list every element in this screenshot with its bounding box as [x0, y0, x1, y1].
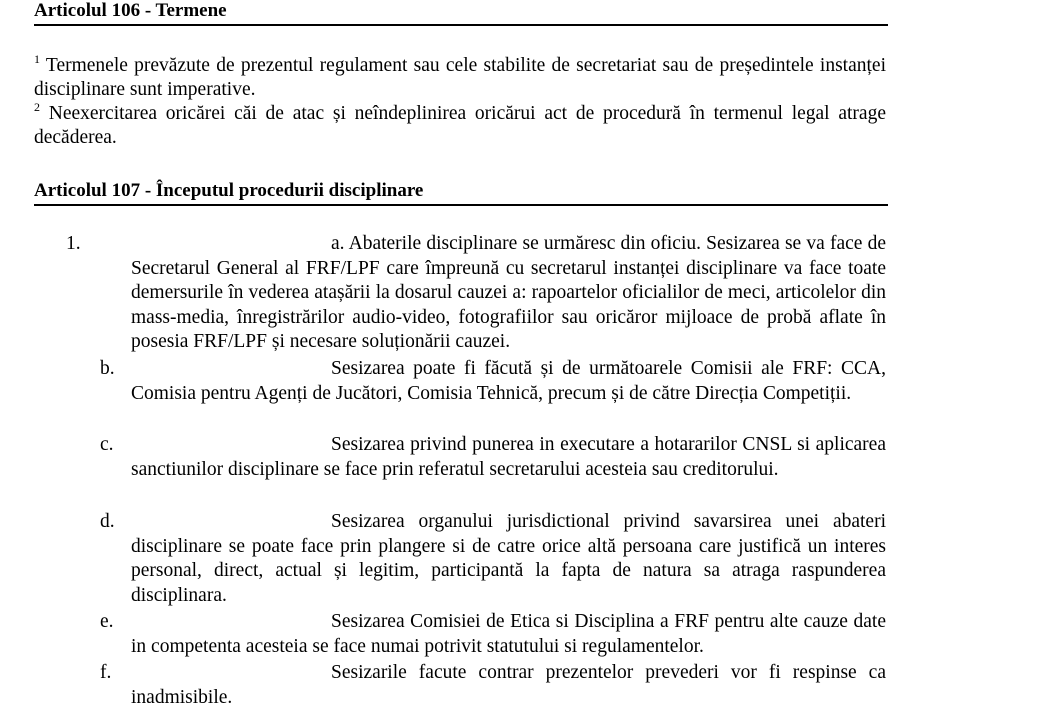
article-106-paragraph-1: [34, 54, 886, 102]
article-106-heading: Articolul 106 - Termene: [34, 0, 888, 26]
list-item-text: Sesizarea poate fi făcută și de următoarele Comisii ale FRF: CCA, Comisia pentru Agenți de Jucători, Comisia Tehnică, precum și de către Direcția Competiții.: [131, 358, 886, 404]
list-marker: b.: [100, 358, 115, 379]
list-item-text: a. Abaterile disciplinare se urmăresc din oficiu. Sesizarea se va face de Secretarul General al FRF/LPF care împreună cu secretarul instanței disciplinare va face toate demersurile în vederea atașării la dosarul cauzei a: rapoartelor oficialilor de meci, articolelor din mass-media, înregistrărilor audio-video, fotografiilor sau oricăror mijloace de probă aflate în posesia FRF/LPF și necesare soluționării cauzei.: [131, 233, 886, 353]
list-marker: 1.: [66, 233, 81, 254]
list-item-text: Sesizarile facute contrar prezentelor prevederi vor fi respinse ca inadmisibile.: [131, 662, 886, 708]
list-item-text: Sesizarea Comisiei de Etica si Disciplina a FRF pentru alte cauze date in competenta acesteia se face numai potrivit statutului si regulamentelor.: [131, 611, 886, 657]
article-107-heading: Articolul 107 - Începutul procedurii disciplinare: [34, 180, 888, 206]
list-marker: d.: [100, 511, 115, 532]
list-marker: c.: [100, 434, 114, 455]
list-marker: e.: [100, 611, 114, 632]
paragraph-number: 1: [34, 52, 40, 66]
list-marker: f.: [100, 662, 112, 683]
paragraph-number: 2: [34, 100, 40, 114]
article-106-paragraph-2: [34, 102, 886, 150]
paragraph-text: Termenele prevăzute de prezentul regulament sau cele stabilite de secretariat sau de președintele instanței disciplinare sunt imperative.: [34, 55, 886, 100]
paragraph-text: Neexercitarea oricărei căi de atac și neîndeplinirea oricărui act de procedură în termenul legal atrage decăderea.: [34, 103, 886, 148]
list-item-text: Sesizarea organului jurisdictional privind savarsirea unei abateri disciplinare se poate face prin plangere si de catre orice altă persoana care justifică un interes personal, direct, actual și legitim, participantă la fapta de natura sa atraga raspunderea disciplinara.: [131, 511, 886, 606]
list-item-text: Sesizarea privind punerea in executare a hotararilor CNSL si aplicarea sanctiunilor disciplinare se face prin referatul secretarului acesteia sau creditorului.: [131, 434, 886, 480]
